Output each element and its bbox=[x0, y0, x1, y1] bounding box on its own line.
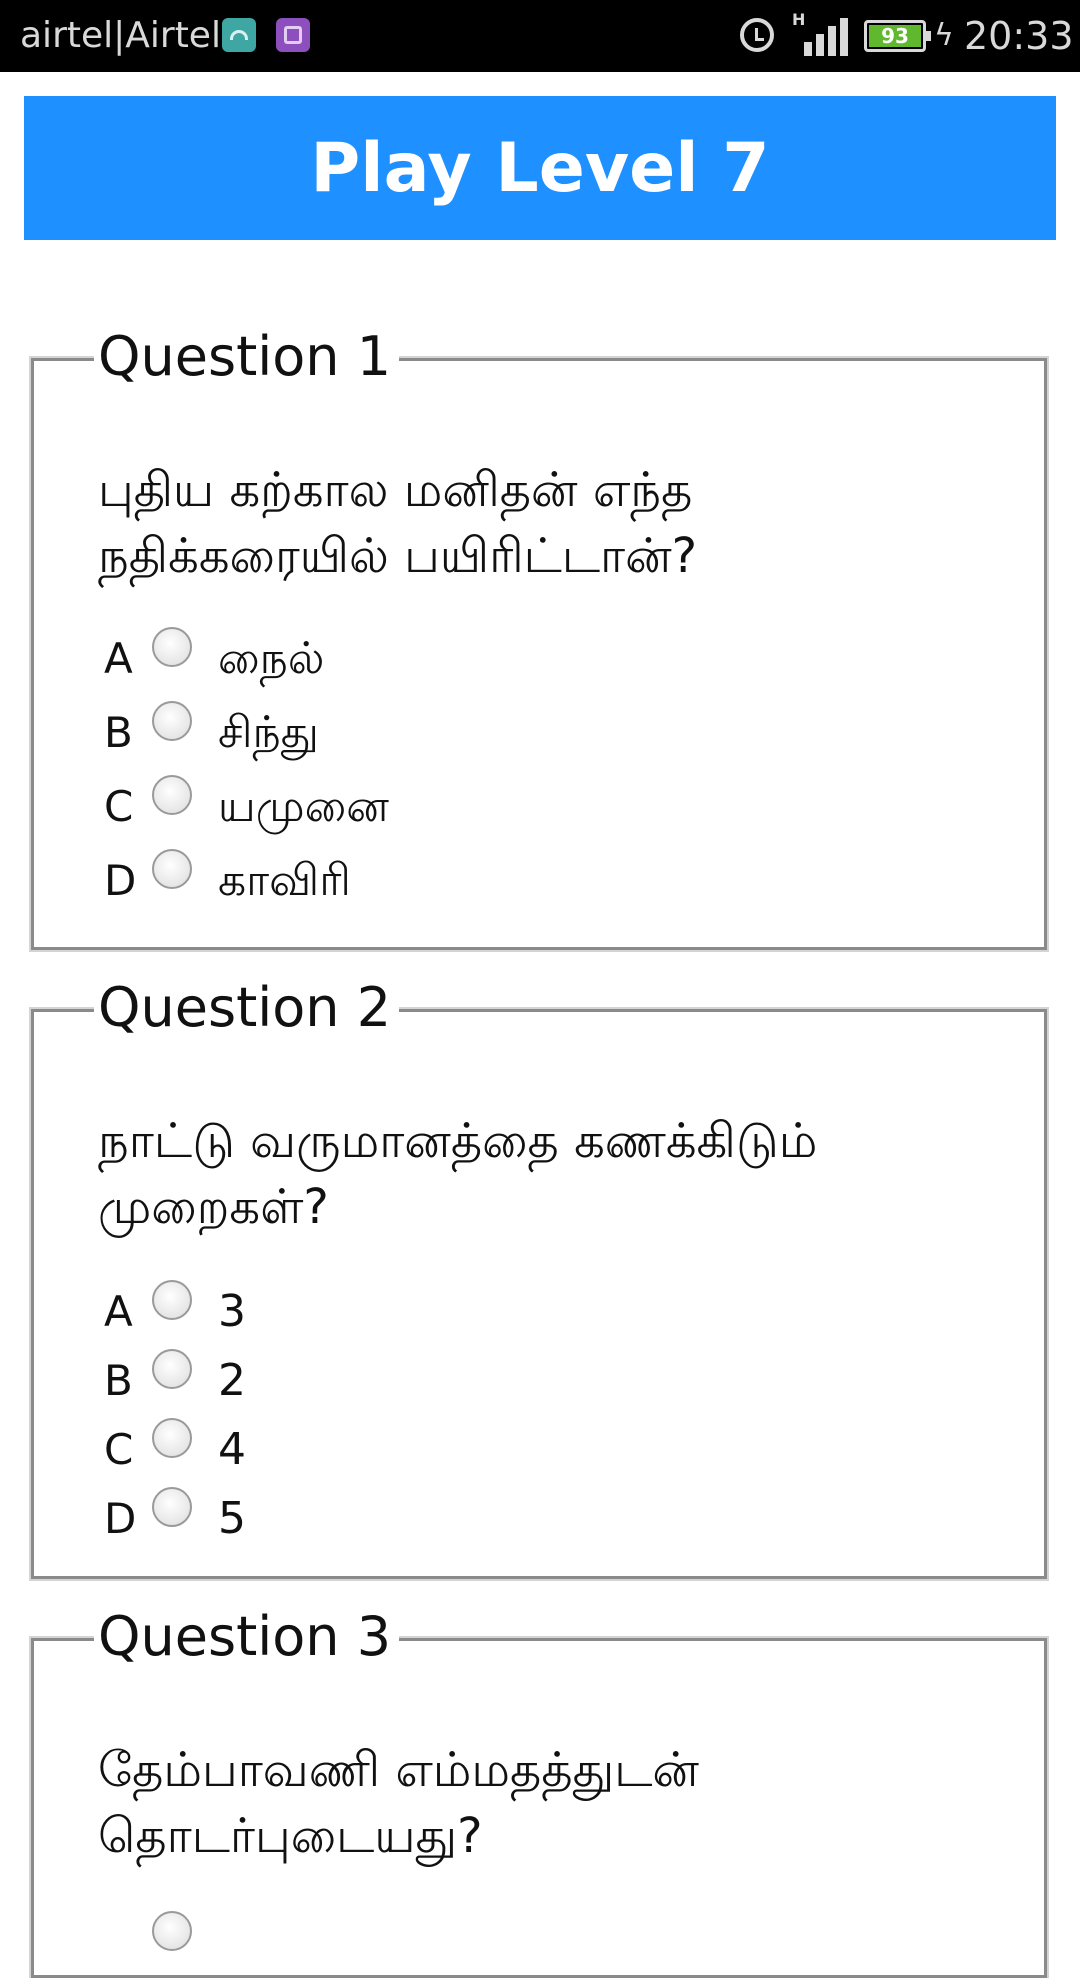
option-letter: C bbox=[104, 782, 134, 831]
question-text: தேம்பாவணி எம்மதத்துடன் தொடர்புடையது? bbox=[98, 1742, 699, 1864]
option-text: 3 bbox=[218, 1286, 246, 1337]
battery-icon bbox=[864, 20, 926, 52]
question-card-1 bbox=[31, 325, 1047, 950]
question-card-3 bbox=[31, 1605, 1047, 1978]
option-c[interactable] bbox=[104, 1420, 984, 1480]
clock: 20:33 bbox=[964, 14, 1074, 58]
option-radio[interactable] bbox=[152, 775, 192, 815]
option-radio[interactable] bbox=[152, 627, 192, 667]
option-text: 2 bbox=[218, 1355, 246, 1406]
option-c[interactable] bbox=[104, 777, 984, 837]
option-letter: D bbox=[104, 1494, 137, 1543]
charging-icon: ϟ bbox=[934, 18, 954, 53]
gallery-notification-icon bbox=[276, 18, 310, 52]
option-letter: B bbox=[104, 708, 133, 757]
option-text: காவிரி bbox=[218, 855, 351, 906]
signal-icon bbox=[790, 12, 846, 56]
page-title: Play Level 7 bbox=[24, 96, 1056, 240]
option-a[interactable] bbox=[104, 1913, 984, 1973]
option-letter: A bbox=[104, 1287, 133, 1336]
option-b[interactable] bbox=[104, 703, 984, 763]
question-label: Question 1 bbox=[94, 327, 399, 387]
question-text: நாட்டு வருமானத்தை கணக்கிடும் முறைகள்? bbox=[98, 1113, 818, 1235]
question-text: புதிய கற்கால மனிதன் எந்த நதிக்கரையில் பயிரிட்டான்? bbox=[98, 462, 698, 584]
status-bar bbox=[0, 0, 1080, 72]
option-letter: C bbox=[104, 1425, 134, 1474]
option-d[interactable] bbox=[104, 851, 984, 911]
question-label: Question 2 bbox=[94, 978, 399, 1038]
question-label: Question 3 bbox=[94, 1607, 399, 1667]
android-notification-icon bbox=[222, 18, 256, 52]
option-a[interactable] bbox=[104, 1282, 984, 1342]
option-d[interactable] bbox=[104, 1489, 984, 1549]
question-card-2 bbox=[31, 976, 1047, 1579]
option-letter: D bbox=[104, 856, 137, 905]
option-radio[interactable] bbox=[152, 1911, 192, 1951]
option-radio[interactable] bbox=[152, 849, 192, 889]
option-letter: A bbox=[104, 634, 133, 683]
carrier-name: airtel|Airtel bbox=[20, 15, 221, 56]
option-radio[interactable] bbox=[152, 701, 192, 741]
option-b[interactable] bbox=[104, 1351, 984, 1411]
option-radio[interactable] bbox=[152, 1280, 192, 1320]
network-type: H bbox=[792, 10, 806, 29]
option-text: 5 bbox=[218, 1493, 246, 1544]
option-text: யமுனை bbox=[218, 781, 389, 832]
option-text: நைல் bbox=[218, 633, 325, 684]
option-text: 4 bbox=[218, 1424, 246, 1475]
option-radio[interactable] bbox=[152, 1349, 192, 1389]
option-a[interactable] bbox=[104, 629, 984, 689]
option-radio[interactable] bbox=[152, 1418, 192, 1458]
alarm-icon bbox=[740, 18, 774, 52]
option-text: சிந்து bbox=[218, 707, 319, 758]
battery-level: 93 bbox=[881, 24, 909, 48]
option-radio[interactable] bbox=[152, 1487, 192, 1527]
option-letter: B bbox=[104, 1356, 133, 1405]
